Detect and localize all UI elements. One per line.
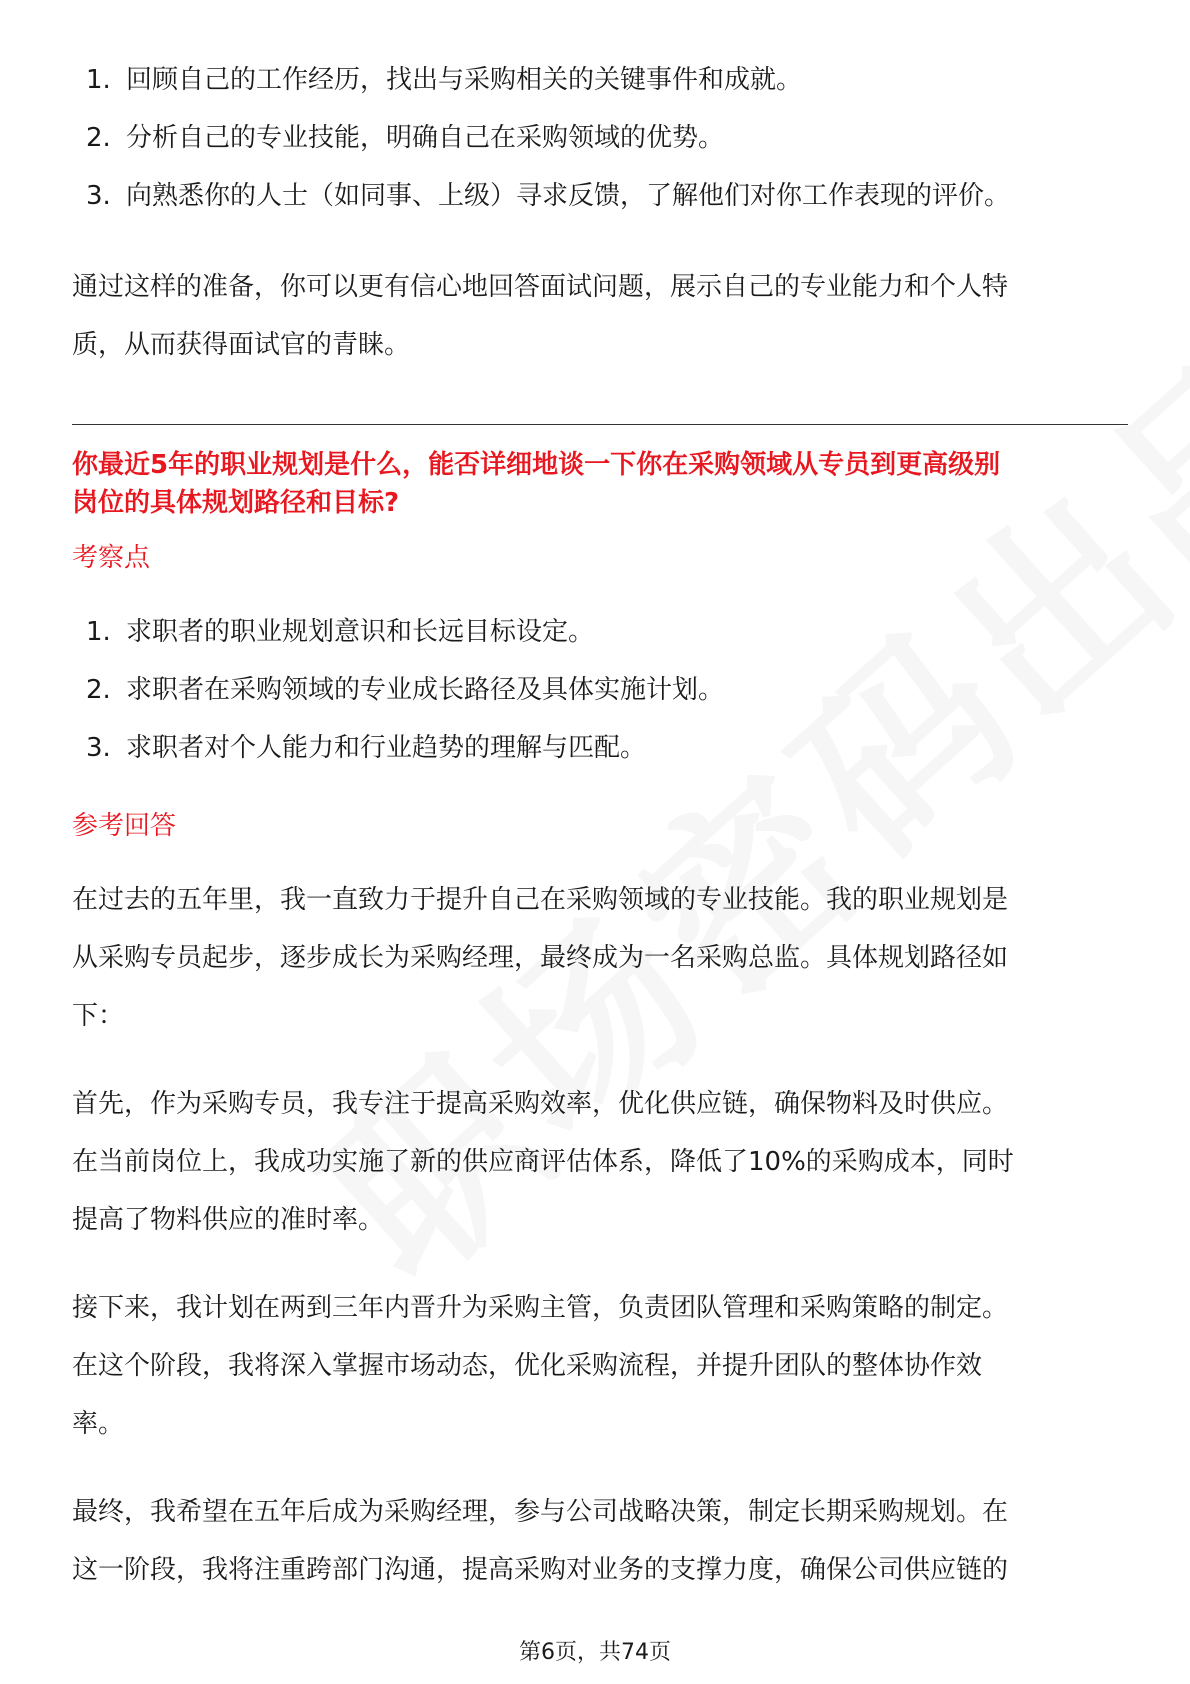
- examine-label: 考察点: [72, 543, 151, 573]
- answer-line: 从采购专员起步，逐步成长为采购经理，最终成为一名采购总监。具体规划路径如: [72, 943, 1009, 973]
- list-item: [72, 672, 724, 730]
- list-item: [72, 62, 1010, 120]
- examine-list: [72, 614, 724, 788]
- section-divider: [72, 424, 1128, 425]
- list-item: [72, 614, 724, 672]
- answer-line: 首先，作为采购专员，我专注于提高采购效率，优化供应链，确保物料及时供应。: [72, 1089, 1009, 1119]
- summary-paragraph: [72, 258, 1008, 374]
- answer-paragraph: [72, 1075, 1014, 1249]
- answer-paragraph: [72, 871, 1008, 1045]
- question-line: 你最近5年的职业规划是什么，能否详细地谈一下你在采购领域从专员到更高级别: [72, 450, 1001, 480]
- list-number: 2.: [86, 675, 111, 705]
- list-item: [72, 178, 1010, 236]
- list-number: 3.: [86, 733, 111, 763]
- list-text: 求职者对个人能力和行业趋势的理解与匹配。: [126, 733, 647, 763]
- preparation-list: [72, 62, 1010, 236]
- answer-line: 下：: [72, 1001, 125, 1031]
- answer-line: 提高了物料供应的准时率。: [72, 1205, 385, 1235]
- summary-line: 质，从而获得面试官的青睐。: [72, 330, 411, 360]
- list-text: 向熟悉你的人士（如同事、上级）寻求反馈，了解他们对你工作表现的评价。: [126, 181, 1011, 211]
- answer-line: 最终，我希望在五年后成为采购经理，参与公司战略决策，制定长期采购规划。在: [72, 1497, 1009, 1527]
- page-footer: 第6页，共74页: [519, 1640, 671, 1665]
- question-heading: [72, 446, 1000, 522]
- answer-line: 在过去的五年里，我一直致力于提升自己在采购领域的专业技能。我的职业规划是: [72, 885, 1009, 915]
- list-number: 2.: [86, 123, 111, 153]
- answer-paragraph: [72, 1483, 1008, 1599]
- list-number: 3.: [86, 181, 111, 211]
- summary-line: 通过这样的准备，你可以更有信心地回答面试问题，展示自己的专业能力和个人特: [72, 272, 1009, 302]
- answer-line: 这一阶段，我将注重跨部门沟通，提高采购对业务的支撑力度，确保公司供应链的: [72, 1555, 1009, 1585]
- answer-line: 在这个阶段，我将深入掌握市场动态，优化采购流程，并提升团队的整体协作效: [72, 1351, 983, 1381]
- question-line: 岗位的具体规划路径和目标?: [72, 488, 400, 518]
- answer-line: 接下来，我计划在两到三年内晋升为采购主管，负责团队管理和采购策略的制定。: [72, 1293, 1009, 1323]
- list-text: 求职者在采购领域的专业成长路径及具体实施计划。: [126, 675, 725, 705]
- list-number: 1.: [86, 617, 111, 647]
- list-item: [72, 120, 1010, 178]
- list-number: 1.: [86, 65, 111, 95]
- answer-label: 参考回答: [72, 811, 177, 841]
- list-text: 回顾自己的工作经历，找出与采购相关的关键事件和成就。: [126, 65, 803, 95]
- answer-line: 率。: [72, 1409, 125, 1439]
- answer-paragraph: [72, 1279, 1008, 1453]
- list-item: [72, 730, 724, 788]
- list-text: 求职者的职业规划意识和长远目标设定。: [126, 617, 595, 647]
- answer-line: 在当前岗位上，我成功实施了新的供应商评估体系，降低了10%的采购成本，同时: [72, 1147, 1014, 1177]
- list-text: 分析自己的专业技能，明确自己在采购领域的优势。: [126, 123, 725, 153]
